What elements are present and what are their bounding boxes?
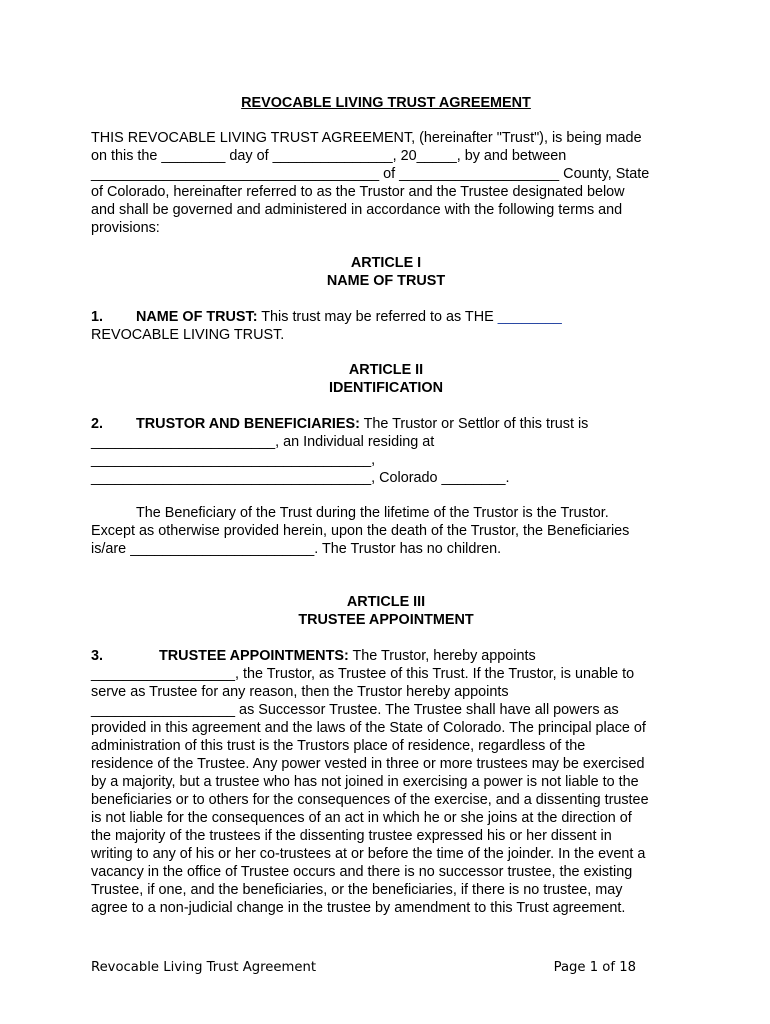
intro-line: THIS REVOCABLE LIVING TRUST AGREEMENT, (hereinafter "Trust"), is being made <box>91 130 642 146</box>
section-3-line: serve as Trustee for any reason, then the Trustor hereby appoints <box>91 684 509 700</box>
section-1-text: This trust may be referred to as THE <box>257 309 498 325</box>
page-number: Page 1 of 18 <box>553 960 636 975</box>
section-3-line: administration of this trust is the Trustors place of residence, regardless of the <box>91 738 586 754</box>
section-3-text: The Trustor, hereby appoints <box>348 648 536 664</box>
intro-line: and shall be governed and administered in accordance with the following terms and <box>91 202 623 218</box>
trust-name-blank[interactable]: ________ <box>497 309 562 325</box>
intro-line: ____________________________________ of ____________________ County, State <box>91 166 650 182</box>
intro-line: on this the ________ day of _______________, 20_____, by and between <box>91 148 567 164</box>
section-3-line: is not liable for the consequences of an act in which he or she joins at the direction of <box>91 810 632 826</box>
section-3-line: agree to a non-judicial change in the trustee by amendment to this Trust agreement. <box>91 900 626 916</box>
section-2-line: ___________________________________, Colorado ________. <box>91 470 510 486</box>
document-title: REVOCABLE LIVING TRUST AGREEMENT <box>241 95 531 111</box>
section-3-line: __________________, the Trustor, as Trustee of this Trust. If the Trustor, is unable to <box>91 666 635 682</box>
article-3-heading: ARTICLE III <box>346 594 426 610</box>
article-1-subheading: NAME OF TRUST <box>326 273 446 289</box>
section-3-line <box>91 647 681 665</box>
beneficiary-line: The Beneficiary of the Trust during the lifetime of the Trustor is the Trustor. <box>136 505 609 521</box>
footer-document-title: Revocable Living Trust Agreement <box>91 960 316 975</box>
page-footer <box>91 960 636 975</box>
article-1-heading: ARTICLE I <box>350 255 422 271</box>
beneficiary-line: Except as otherwise provided herein, upon the death of the Trustor, the Beneficiaries <box>91 523 630 539</box>
section-3-number: 3. <box>91 648 104 664</box>
section-2-line: ___________________________________, <box>91 452 376 468</box>
section-3-line: by a majority, but a trustee who has not joined in exercising a power is not liable to the <box>91 774 639 790</box>
section-3-line: residence of the Trustee. Any power vested in three or more trustees may be exercised <box>91 756 645 772</box>
intro-line: of Colorado, hereinafter referred to as the Trustor and the Trustee designated below <box>91 184 625 200</box>
section-3-line: __________________ as Successor Trustee. The Trustee shall have all powers as <box>91 702 619 718</box>
section-3-line: vacancy in the office of Trustee occurs and there is no successor trustee, the existing <box>91 864 633 880</box>
intro-line: provisions: <box>91 220 160 236</box>
section-2-number: 2. <box>91 416 104 432</box>
section-3-label: TRUSTEE APPOINTMENTS: <box>159 648 349 664</box>
section-3-line: beneficiaries or to others for the consequences of the exercise, and a dissenting trustee <box>91 792 649 808</box>
section-1-line <box>91 308 681 326</box>
section-3-line: provided in this agreement and the laws of the State of Colorado. The principal place of <box>91 720 646 736</box>
section-2-line <box>91 415 681 433</box>
beneficiary-line: is/are _______________________. The Trustor has no children. <box>91 541 502 557</box>
article-2-subheading: IDENTIFICATION <box>328 380 444 396</box>
section-1-label: NAME OF TRUST: <box>136 309 258 325</box>
section-1-number: 1. <box>91 309 104 325</box>
section-3-line: writing to any of his or her co-trustees at or before the time of the joinder. In the event a <box>91 846 646 862</box>
section-3-line: Trustee, if one, and the beneficiaries, or the beneficiaries, if there is no trustee, may <box>91 882 623 898</box>
section-3-line: the majority of the trustees if the dissenting trustee expressed his or her dissent in <box>91 828 612 844</box>
article-3-subheading: TRUSTEE APPOINTMENT <box>298 612 474 628</box>
section-2-text: The Trustor or Settlor of this trust is <box>359 416 589 432</box>
section-2-label: TRUSTOR AND BENEFICIARIES: <box>136 416 360 432</box>
section-2-line: _______________________, an Individual residing at <box>91 434 435 450</box>
section-1-line: REVOCABLE LIVING TRUST. <box>91 327 285 343</box>
article-2-heading: ARTICLE II <box>348 362 424 378</box>
